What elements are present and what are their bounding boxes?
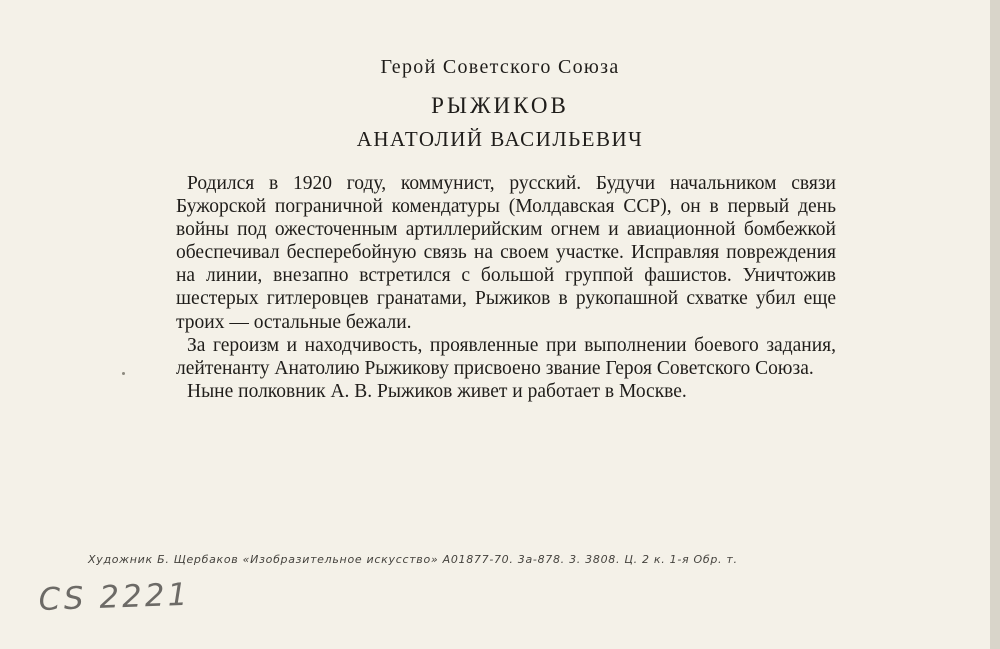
biography-text <box>176 172 836 403</box>
handwritten-catalog-number: CS 2221 <box>38 576 191 618</box>
biography-paragraph: За героизм и находчивость, проявленные при выполнении боевого задания, лейтенанту Анатолию Рыжикову присвоено звание Героя Советского Союза. <box>176 334 836 379</box>
publisher-imprint: Художник Б. Щербаков «Изобразительное искусство» А01877-70. 3а-878. 3. 3808. Ц. 2 к. 1-я Обр. т. <box>88 553 738 566</box>
paper-speck <box>122 372 125 375</box>
hero-given-names: АНАТОЛИЙ ВАСИЛЬЕВИЧ <box>356 127 644 151</box>
biography-paragraph: Ныне полковник А. В. Рыжиков живет и работает в Москве. <box>187 380 687 402</box>
card-subtitle: Герой Советского Союза <box>380 56 620 78</box>
hero-surname: РЫЖИКОВ <box>431 93 569 118</box>
biography-paragraph: Родился в 1920 году, коммунист, русский. Будучи начальником связи Бужорской пограничной комендатуры (Молдавская ССР), он в первый день войны под ожесточенным артиллерийским огнем и авиационной бомбежкой обеспечивал бесперебойную связь на своем участке. Исправляя повреждения на линии, внезапно встретился с большой группой фашистов. Уничтожив шестерых гитлеровцев гранатами, Рыжиков в рукопашной схватке убил еще троих — остальные бежали. <box>176 173 836 333</box>
